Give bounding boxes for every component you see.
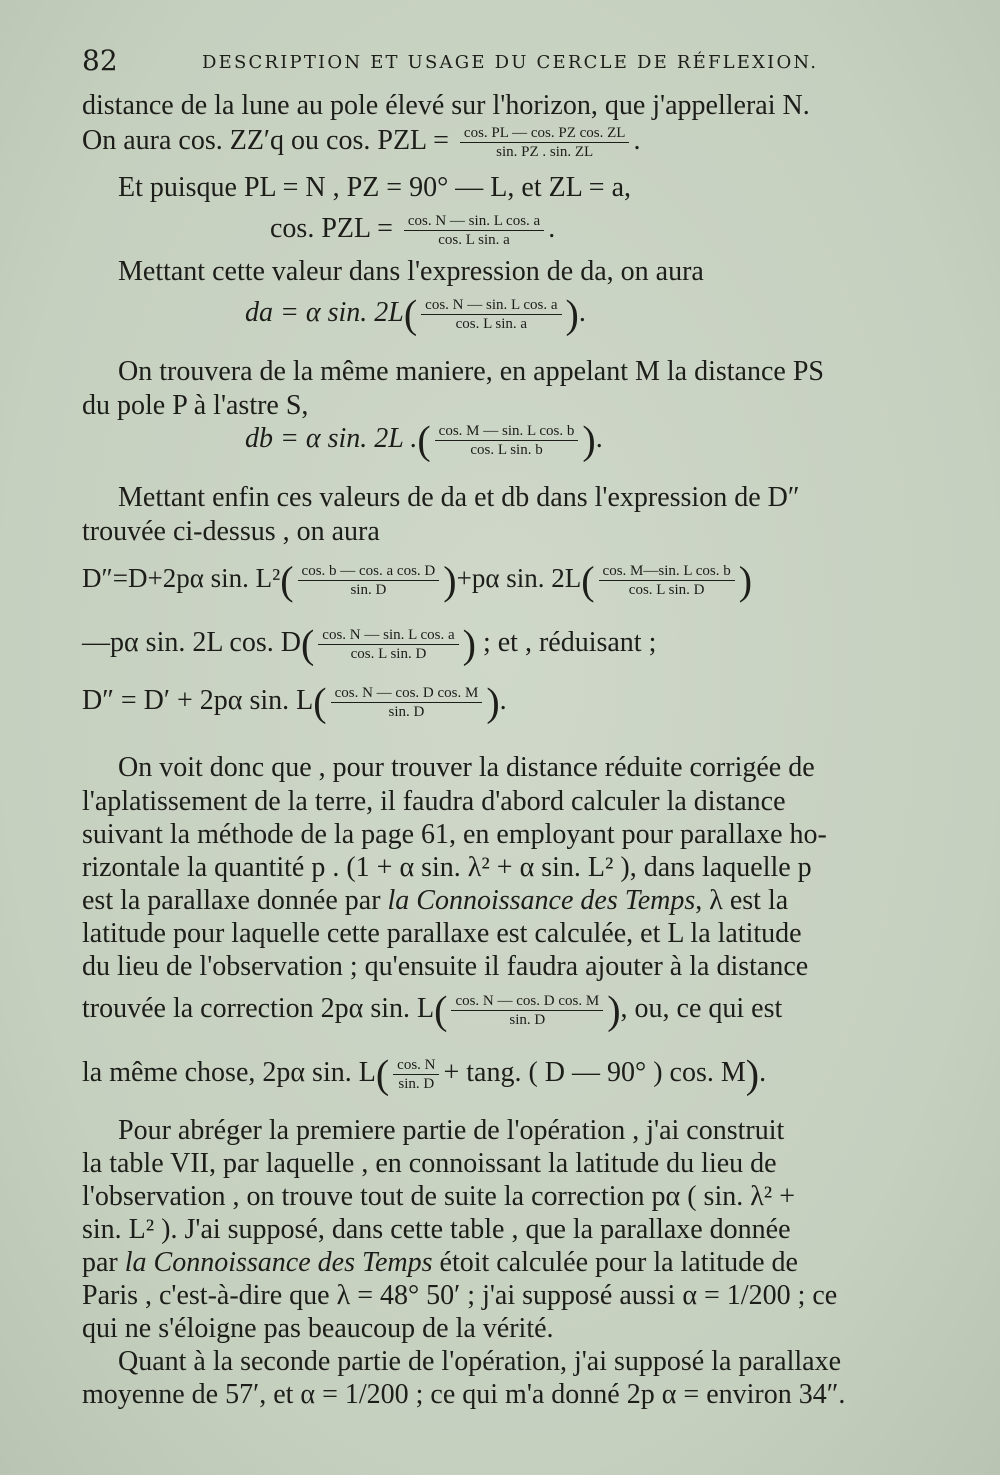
text-line: trouvée ci-dessus , on aura: [82, 516, 380, 547]
text-line: suivant la méthode de la page 61, en employant pour parallaxe ho-: [82, 819, 827, 850]
formula-line: la même chose, 2pα sin. L( $\frac{\cos. N}{\sin. D}$ + tang. ( D — 90° ) cos. M).: [82, 1051, 767, 1097]
text-line: qui ne s'éloigne pas beaucoup de la vérité.: [82, 1313, 554, 1344]
text-line: Et puisque PL = N , PZ = 90° — L, et ZL = a,: [118, 172, 631, 203]
text-line: Mettant enfin ces valeurs de da et db dans l'expression de D″: [118, 482, 800, 513]
text-line: rizontale la quantité p . (1 + α sin. λ² + α sin. L² ), dans laquelle p: [82, 852, 812, 883]
text-line: Pour abréger la premiere partie de l'opération , j'ai construit: [118, 1115, 785, 1146]
fraction: $\frac{\text{cos. N — sin. L cos. a}}{\text{cos. L sin. D}}$: [318, 626, 458, 663]
formula-line: D″=D+2pα sin. L²( $\frac{\text{cos. b — cos. a cos. D}}{\sin. D}$ )+pα sin. 2L( $\frac{\text{cos. M—sin. L cos. b}}{\text{cos. L sin. D}}$ ): [82, 557, 753, 603]
text-line: la table VII, par laquelle , en connoissant la latitude du lieu de: [82, 1148, 777, 1179]
fraction: $\frac{\text{cos. PL — cos. PZ cos. ZL}}{\sin. PZ . \sin. ZL}$: [460, 124, 630, 161]
text-line: l'aplatissement de la terre, il faudra d'abord calculer la distance: [82, 786, 786, 817]
fraction: $\frac{\text{cos. M—sin. L cos. b}}{\text{cos. L sin. D}}$: [599, 562, 735, 599]
page-header: [82, 44, 942, 76]
running-title: DESCRIPTION ET USAGE DU CERCLE DE RÉFLEXION.: [202, 52, 819, 73]
text-line: On trouvera de la même maniere, en appelant M la distance PS: [118, 356, 824, 387]
text-line: moyenne de 57′, et α = 1/200 ; ce qui m'a donné 2p α = environ 34″.: [82, 1379, 846, 1410]
text-line: latitude pour laquelle cette parallaxe est calculée, et L la latitude: [82, 918, 802, 949]
fraction: $\frac{\text{cos. N — cos. D cos. M}}{\sin. D}$: [331, 684, 483, 721]
formula-line: —pα sin. 2L cos. D( $\frac{\text{cos. N — sin. L cos. a}}{\text{cos. L sin. D}}$ ) ; et , réduisant ;: [82, 621, 657, 667]
text-line: est la parallaxe donnée par la Connoissance des Temps, λ est la: [82, 885, 789, 916]
text-line: par la Connoissance des Temps étoit calculée pour la latitude de: [82, 1247, 798, 1278]
text-line: du lieu de l'observation ; qu'ensuite il faudra ajouter à la distance: [82, 951, 809, 982]
text-line: On voit donc que , pour trouver la distance réduite corrigée de: [118, 752, 815, 783]
formula-line: db = α sin. 2L .( $\frac{\text{cos. M — sin. L cos. b}}{\text{cos. L sin. b}}$ ).: [245, 417, 603, 463]
formula-line: da = α sin. 2L( $\frac{\text{cos. N — sin. L cos. a}}{\text{cos. L sin. a}}$ ).: [245, 291, 586, 337]
fraction: $\frac{\text{cos. N — sin. L cos. a}}{\text{cos. L sin. a}}$: [404, 212, 544, 249]
text-line: du pole P à l'astre S,: [82, 390, 309, 421]
fraction: $\frac{\cos. N}{\sin. D}$: [393, 1056, 439, 1093]
text-line: sin. L² ). J'ai supposé, dans cette table , que la parallaxe donnée: [82, 1214, 791, 1245]
fraction: $\frac{\text{cos. M — sin. L cos. b}}{\text{cos. L sin. b}}$: [435, 422, 579, 459]
fraction: $\frac{\text{cos. N — cos. D cos. M}}{\sin. D}$: [451, 992, 603, 1029]
text-line: Quant à la seconde partie de l'opération, j'ai supposé la parallaxe: [118, 1346, 842, 1377]
formula-line: trouvée la correction 2pα sin. L( $\frac{\text{cos. N — cos. D cos. M}}{\sin. D}$ ), ou, ce qui est: [82, 987, 783, 1033]
formula-line: On aura cos. ZZ′q ou cos. PZL = $\frac{\text{cos. PL — cos. PZ cos. ZL}}{\sin. PZ . \sin. ZL}$ .: [82, 124, 641, 160]
formula-line: cos. PZL = $\frac{\text{cos. N — sin. L cos. a}}{\text{cos. L sin. a}}$ .: [270, 212, 556, 248]
text-line: Paris , c'est-à-dire que λ = 48° 50′ ; j'ai supposé aussi α = 1/200 ; ce: [82, 1280, 838, 1311]
page-number: 82: [82, 44, 118, 77]
fraction: $\frac{\text{cos. b — cos. a cos. D}}{\sin. D}$: [298, 562, 440, 599]
text-line: Mettant cette valeur dans l'expression de da, on aura: [118, 256, 704, 287]
text-line: distance de la lune au pole élevé sur l'horizon, que j'appellerai N.: [82, 90, 810, 121]
fraction: $\frac{\text{cos. N — sin. L cos. a}}{\text{cos. L sin. a}}$: [421, 296, 561, 333]
formula-line: D″ = D′ + 2pα sin. L( $\frac{\text{cos. N — cos. D cos. M}}{\sin. D}$ ).: [82, 679, 507, 725]
text-line: l'observation , on trouve tout de suite la correction pα ( sin. λ² +: [82, 1181, 795, 1212]
